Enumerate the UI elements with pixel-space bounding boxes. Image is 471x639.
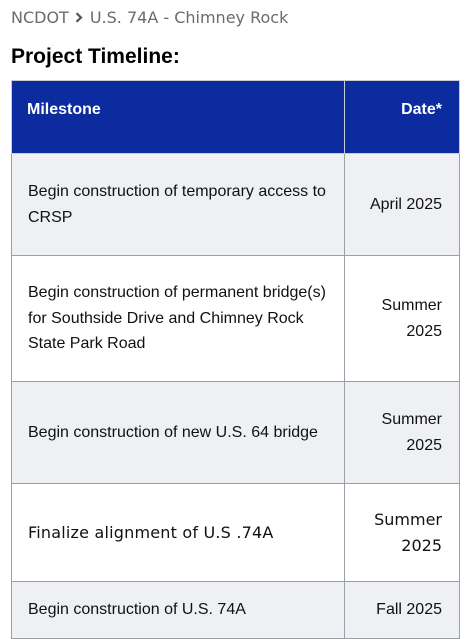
breadcrumb-current: U.S. 74A - Chimney Rock — [89, 7, 289, 27]
date-cell: Summer 2025 — [345, 256, 460, 382]
date-cell: Fall 2025 — [345, 582, 460, 639]
date-cell: Summer 2025 — [345, 484, 460, 582]
milestone-cell: Begin construction of U.S. 74A — [12, 582, 345, 639]
table-row — [12, 154, 460, 256]
column-header-date: Date* — [345, 81, 460, 154]
milestone-cell: Begin construction of new U.S. 64 bridge — [12, 382, 345, 484]
chevron-right-icon — [75, 12, 83, 23]
milestone-cell: Begin construction of permanent bridge(s) for Southside Drive and Chimney Rock State Park Road — [12, 256, 345, 382]
breadcrumb-link-ncdot[interactable]: NCDOT — [11, 7, 69, 27]
breadcrumb — [11, 6, 288, 28]
date-cell: Summer 2025 — [345, 382, 460, 484]
table-row — [12, 382, 460, 484]
milestone-cell: Begin construction of temporary access to CRSP — [12, 154, 345, 256]
date-cell: April 2025 — [345, 154, 460, 256]
table-row — [12, 256, 460, 382]
table-row — [12, 582, 460, 639]
timeline-table — [11, 80, 460, 639]
table-row — [12, 484, 460, 582]
page-title: Project Timeline: — [11, 45, 180, 68]
table-header-row — [12, 81, 460, 154]
milestone-cell: Finalize alignment of U.S .74A — [12, 484, 345, 582]
column-header-milestone: Milestone — [12, 81, 345, 154]
